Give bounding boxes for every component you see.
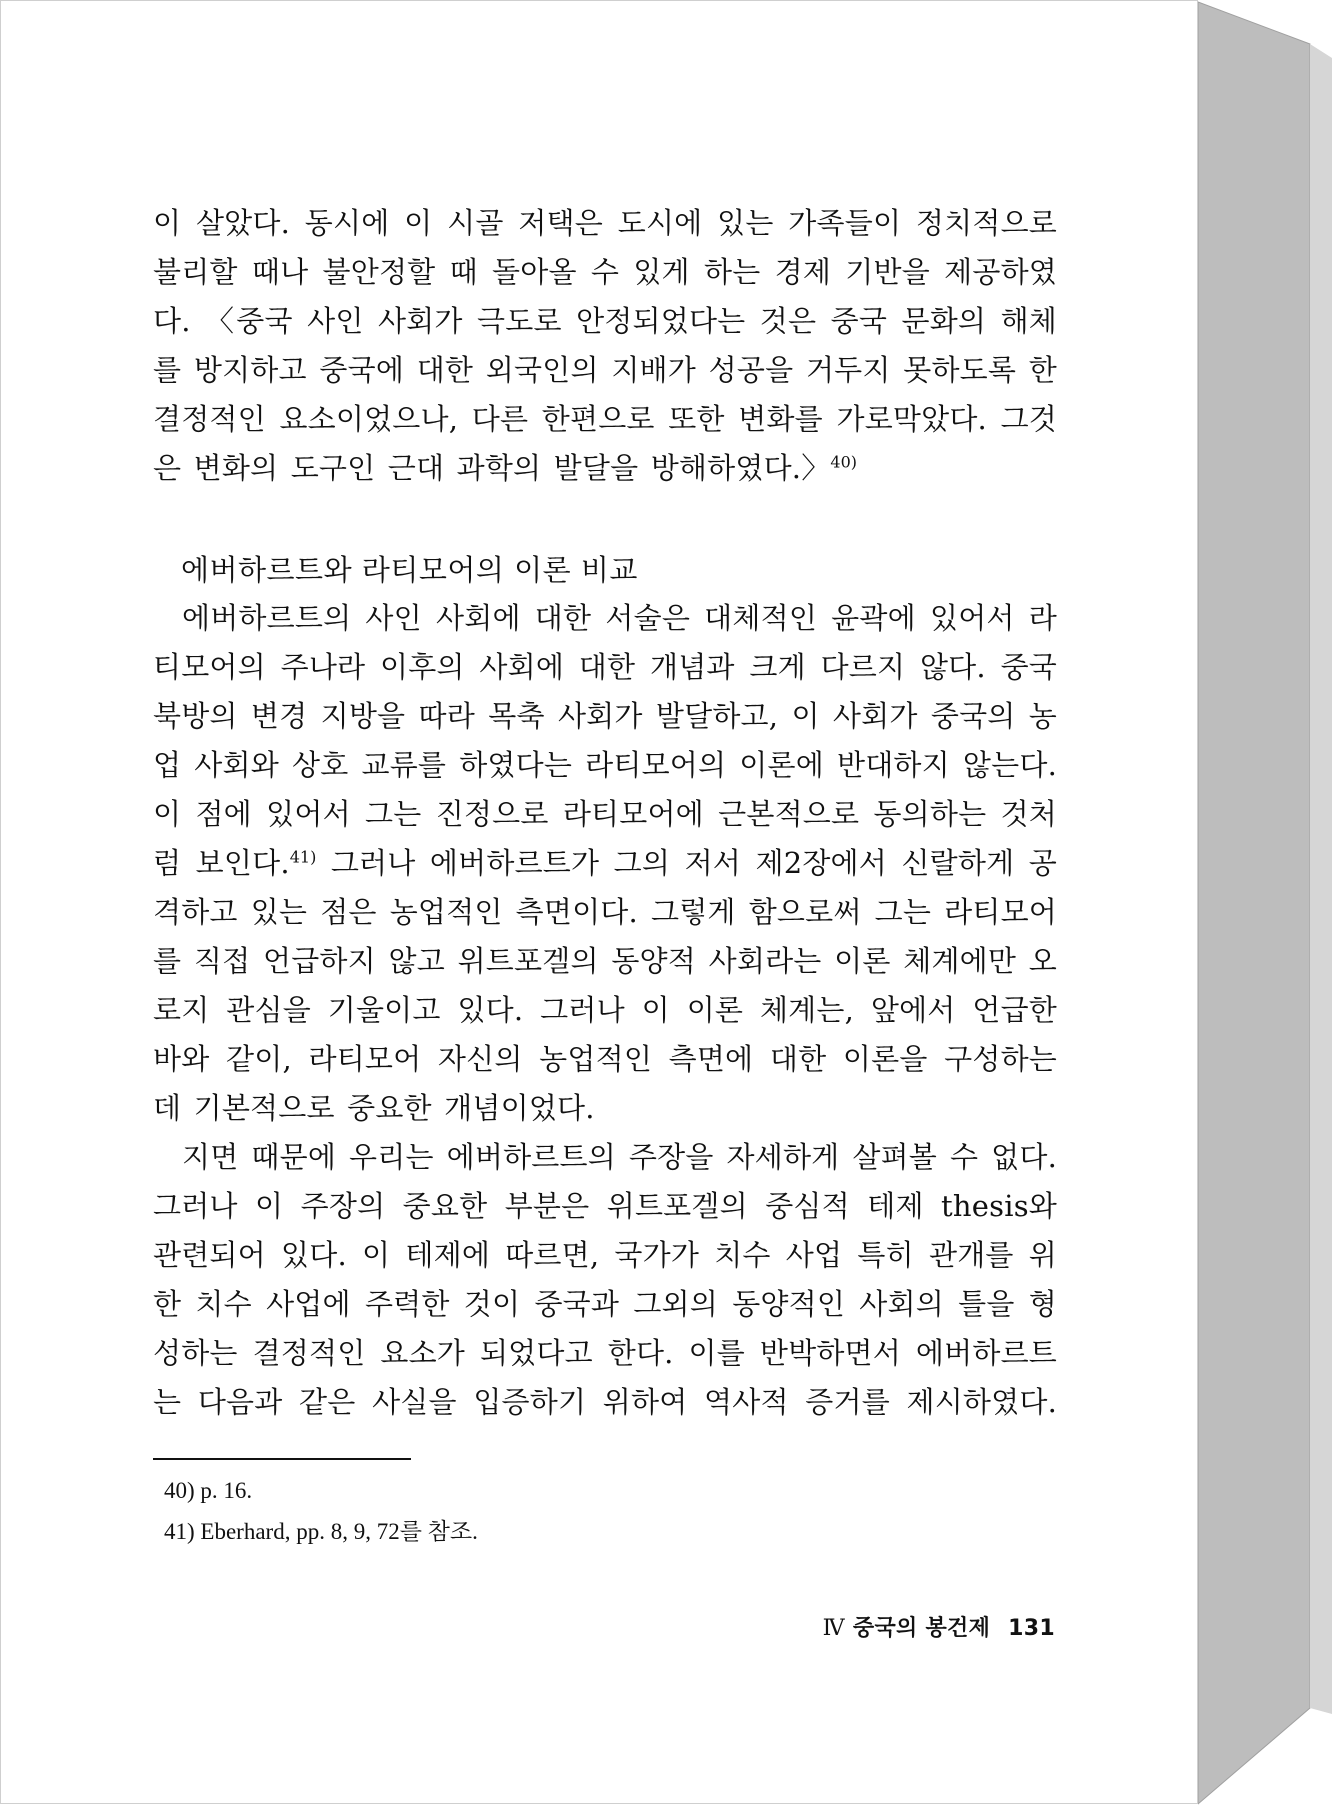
paragraph-2 [153,594,1057,1133]
page-body [153,199,1057,1427]
paragraph-1 [153,199,1057,493]
paragraph-1-text: 이 살았다. 동시에 이 시골 저택은 도시에 있는 가족들이 정치적으로 불리할 때나 불안정할 때 돌아올 수 있게 하는 경제 기반을 제공하였다. 〈중국 사인 사회가 극도로 안정되었다는 것은 중국 문화의 해체를 방지하고 중국에 대한 외국인의 지배가 성공을 거두지 못하도록 한 결정적인 요소이었으나, 다른 한편으로 또한 변화를 가로막았다. 그것은 변화의 도구인 근대 과학의 발달을 방해하였다.〉 [153,206,1057,485]
footnote-ref-40: 40) [830,452,858,472]
footnotes [164,1470,478,1552]
book-page-edge [1198,0,1338,1806]
chapter-numeral: Ⅳ [822,1616,845,1641]
paragraph-2-text-a: 에버하르트의 사인 사회에 대한 서술은 대체적인 윤곽에 있어서 라티모어의 주나라 이후의 사회에 대한 개념과 크게 다르지 않다. 중국 북방의 변경 지방을 따라 목축 사회가 발달하고, 이 사회가 중국의 농업 사회와 상호 교류를 하였다는 라티모어의 이론에 반대하지 않는다. 이 점에 있어서 그는 진정으로 라티모어에 근본적으로 동의하는 것처럼 보인다. [153,601,1057,880]
chapter-title: 중국의 봉건제 [852,1616,991,1641]
running-footer [823,1611,1055,1642]
section-heading: 에버하르트와 라티모어의 이론 비교 [181,553,638,587]
footnote-41: 41) Eberhard, pp. 8, 9, 72를 참조. [164,1519,478,1544]
footnote-ref-41: 41) [289,847,317,867]
page-number: 131 [1008,1616,1055,1641]
footnote-divider [153,1458,411,1460]
paragraph-2-text-b: 그러나 에버하르트가 그의 저서 제2장에서 신랄하게 공격하고 있는 점은 농업적인 측면이다. 그렇게 함으로써 그는 라티모어를 직접 언급하지 않고 위트포겔의 동양적 사회라는 이론 체계에만 오로지 관심을 기울이고 있다. 그러나 이 이론 체계는, 앞에서 언급한 바와 같이, 라티모어 자신의 농업적인 측면에 대한 이론을 구성하는 데 기본적으로 중요한 개념이었다. [153,846,1057,1125]
paragraph-3: 지면 때문에 우리는 에버하르트의 주장을 자세하게 살펴볼 수 없다. 그러나 이 주장의 중요한 부분은 위트포겔의 중심적 테제 thesis와 관련되어 있다. 이 테제에 따르면, 국가가 치수 사업 특히 관개를 위한 치수 사업에 주력한 것이 중국과 그외의 동양적인 사회의 틀을 형성하는 결정적인 요소가 되었다고 한다. 이를 반박하면서 에버하르트는 다음과 같은 사실을 입증하기 위하여 역사적 증거를 제시하였다. [153,1140,1057,1419]
footnote-40: 40) p. 16. [164,1478,253,1503]
